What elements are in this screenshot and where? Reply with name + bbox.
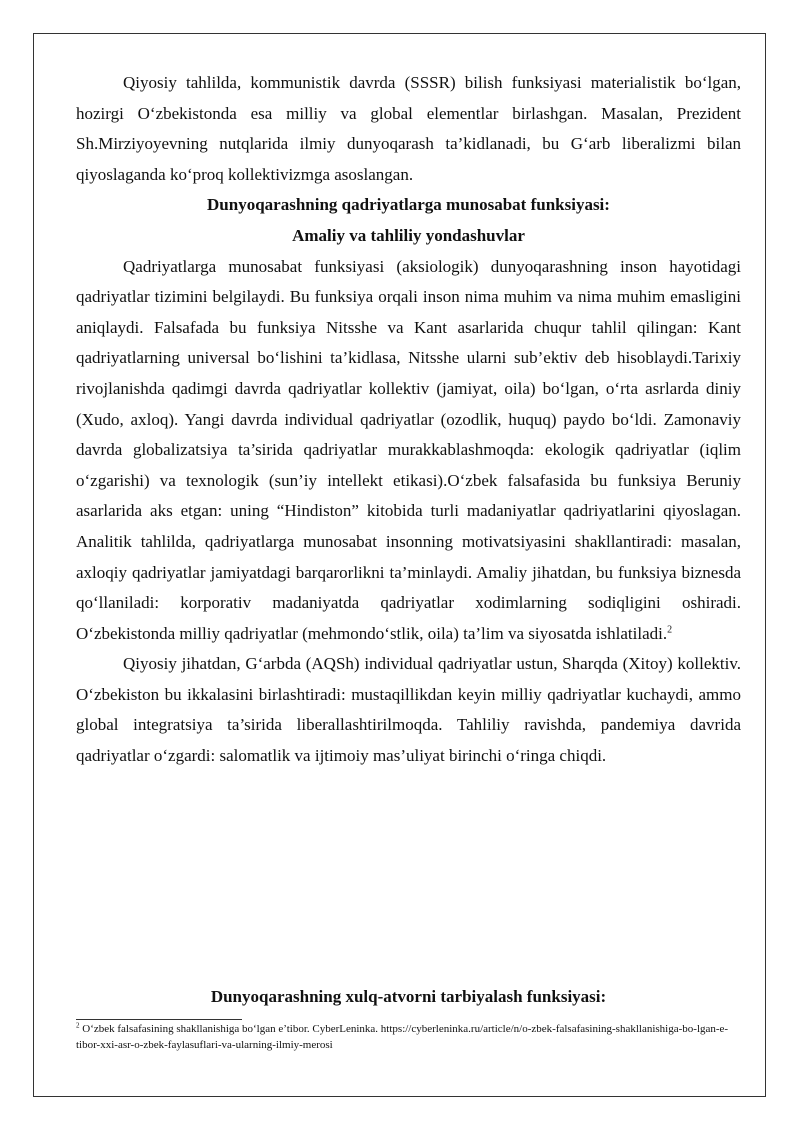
paragraph-comparative-values: Qiyosiy jihatdan, G‘arbda (AQSh) individual qadriyatlar ustun, Sharqda (Xitoy) kollektiv. O‘zbekiston bu ikkalasini birlashtiradi: mustaqillikdan keyin milliy qadriyatlar kuchaydi, ammo global integratsiya ta’sirida liberallashtirilmoqda. Tahliliy ravishda, pandemiya davrida qadriyatlar o‘zgardi: salomatlik va ijtimoiy mas’uliyat birinchi o‘ringa chiqdi. [76, 654, 741, 766]
footnote-reference[interactable]: 2 [667, 624, 673, 636]
paragraph-axiological-text: Qadriyatlarga munosabat funksiyasi (aksiologik) dunyoqarashning inson hayotidagi qadriyatlar tizimini belgilaydi. Bu funksiya orqali inson nima muhim va nima muhim emasligini aniqlaydi. Falsafada bu funksiya Nitsshe va Kant asarlarida chuqur tahlil qilingan: Kant qadriyatlarning universal bo‘lishini ta’kidlasa, Nitsshe ularni sub’ektiv deb hisoblaydi.Tarixiy rivojlanishda qadimgi davrda qadriyatlar kollektiv (jamiyat, oila) bo‘lgan, o‘rta asrlarda diniy (Xudo, axloq). Yangi davrda individual qadriyatlar (ozodlik, huquq) paydo bo‘ldi. Zamonaviy davrda globalizatsiya ta’sirida qadriyatlar murakkablashmoqda: ekologik qadriyatlar (iqlim o‘zgarishi) va texnologik (sun’iy intellekt etikasi).O‘zbek falsafasida bu funksiya Beruniy asarlarida aks etgan: uning “Hindiston” kitobida turli madaniyatlar qadriyatlarini qiyoslagan. Analitik tahlilda, qadriyatlarga munosabat insonning motivatsiyasini shakllantiradi: masalan, axloqiy qadriyatlar jamiyatdagi barqarorlikni ta’minlaydi. Amaliy jihatdan, bu funksiya biznesda qo‘llaniladi: korporativ madaniyatda qadriyatlar xodimlarning sodiqligini oshiradi. O‘zbekistonda milliy qadriyatlar (mehmondo‘stlik, oila) ta’lim va siyosatda ishlatiladi. [76, 256, 741, 643]
footnote-text: O‘zbek falsafasining shakllanishiga bo‘lgan e’tibor. CyberLeninka. https://cyberleninka.ru/article/n/o-zbek-falsafasining-shakllanishiga-bo-lgan-e-tibor-xxi-asr-o-zbek-faylasuflari-va-ularning-ilmiy-merosi [76, 1023, 729, 1051]
paragraph-comparative-analysis: Qiyosiy tahlilda, kommunistik davrda (SSSR) bilish funksiyasi materialistik bo‘lgan, hozirgi O‘zbekistonda esa milliy va global elementlar birlashgan. Masalan, Prezident Sh.Mirziyoyevning nutqlarida ilmiy dunyoqarash ta’kidlanadi, bu G‘arb liberalizmi bilan qiyoslaganda ko‘proq kollektivizmga asoslangan. [76, 73, 741, 184]
footnote-divider [76, 1019, 242, 1020]
footnote [76, 1021, 741, 1053]
footnote-number: 2 [76, 1021, 80, 1030]
next-section [76, 982, 741, 1013]
paragraph-axiological-function [76, 252, 741, 650]
section-subtitle: Amaliy va tahliliy yondashuvlar [292, 225, 525, 245]
next-section-title: Dunyoqarashning xulq-atvorni tarbiyalash funksiyasi: [210, 987, 607, 1006]
section-title: Dunyoqarashning qadriyatlarga munosabat funksiyasi: [207, 195, 610, 215]
document-body [76, 68, 741, 772]
